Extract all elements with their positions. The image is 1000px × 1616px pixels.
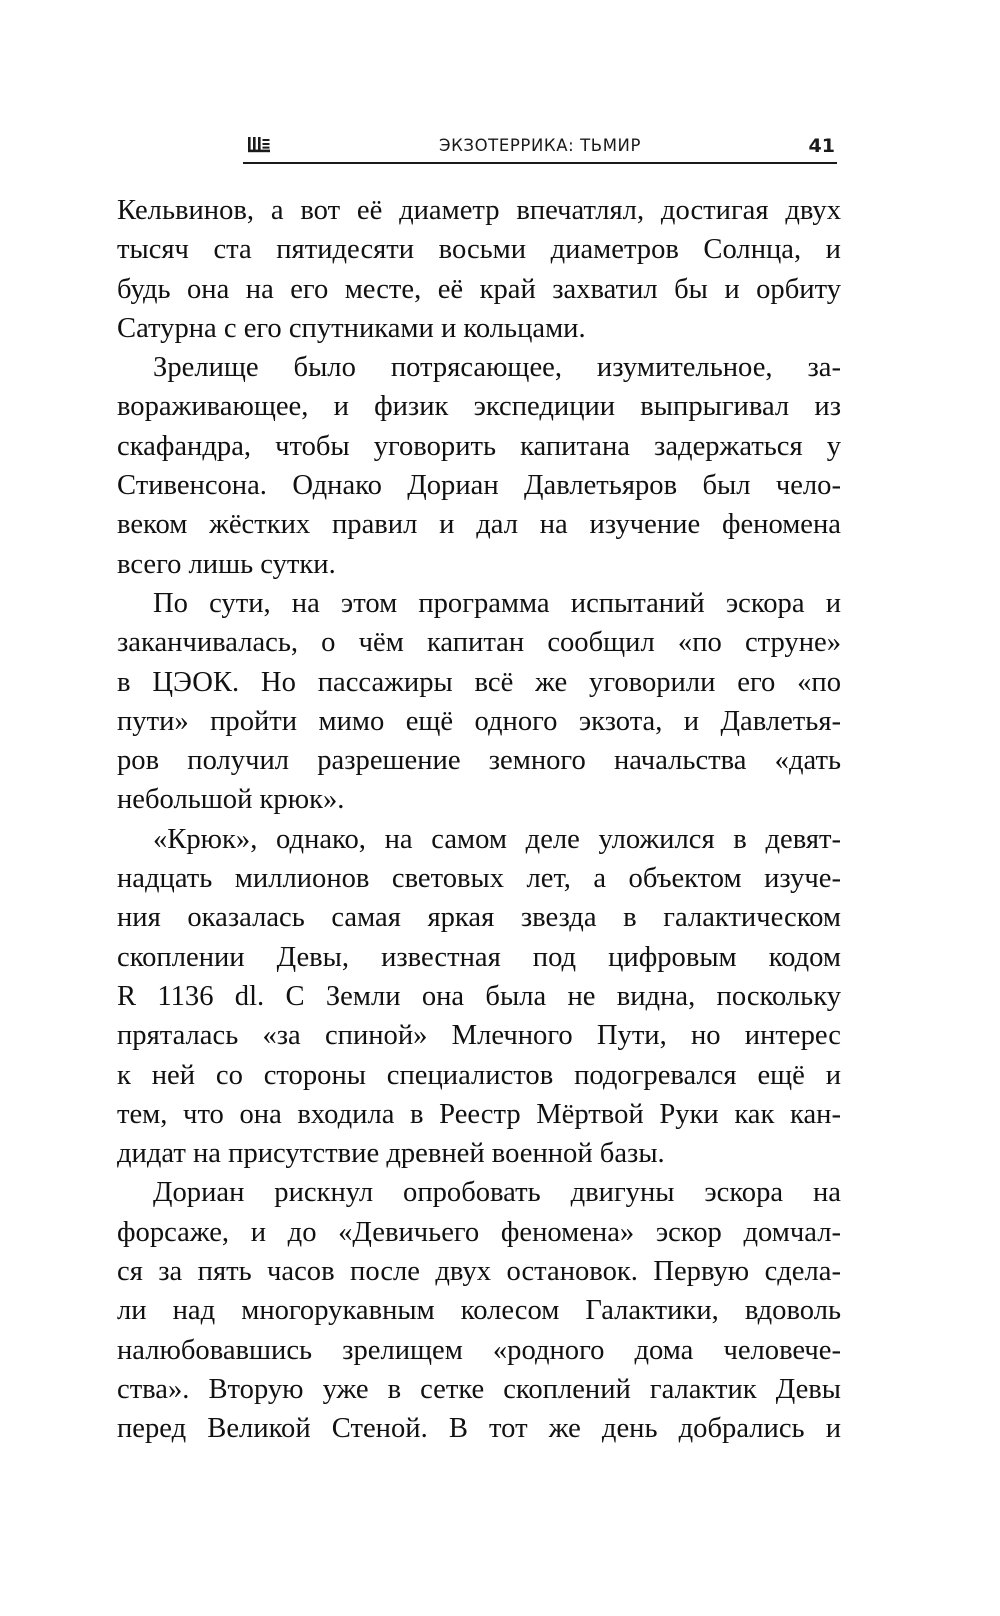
text-line: вораживающее, и физик экспедиции выпрыгивал из bbox=[117, 391, 841, 423]
text-line: перед Великой Стеной. В тот же день добрались и bbox=[117, 1413, 841, 1445]
text-line: По сути, на этом программа испытаний эскора и bbox=[153, 587, 841, 619]
body-text bbox=[117, 191, 841, 1449]
text-line: форсаже, и до «Девичьего феномена» эскор домчал- bbox=[117, 1216, 841, 1248]
text-line: надцать миллионов световых лет, а объектом изуче- bbox=[117, 863, 841, 895]
text-line: «Крюк», однако, на самом деле уложился в девят- bbox=[153, 823, 841, 855]
paragraph bbox=[117, 584, 841, 820]
paragraph bbox=[117, 820, 841, 1174]
text-line: в ЦЭОК. Но пассажиры всё же уговорили его «по bbox=[117, 666, 841, 698]
text-line: небольшой крюк». bbox=[117, 784, 345, 816]
text-line: Кельвинов, а вот её диаметр впечатлял, достигая двух bbox=[117, 195, 841, 226]
text-line: к ней со стороны специалистов подогревался ещё и bbox=[117, 1059, 841, 1091]
text-line: будь она на его месте, её край захватил бы и орбиту bbox=[117, 273, 841, 305]
paragraph bbox=[117, 348, 841, 584]
text-line: пряталась «за спиной» Млечного Пути, но интерес bbox=[117, 1020, 841, 1052]
running-header bbox=[243, 134, 837, 164]
text-line: ров получил разрешение земного начальства «дать bbox=[117, 745, 841, 777]
text-line: Дориан рискнул опробовать двигуны эскора на bbox=[153, 1177, 841, 1209]
paragraph bbox=[117, 1173, 841, 1448]
text-line: пути» пройти мимо ещё одного экзота, и Давлетья- bbox=[117, 705, 841, 737]
text-line: скоплении Девы, известная под цифровым кодом bbox=[117, 941, 841, 973]
text-line: тем, что она входила в Реестр Мёртвой Руки как кан- bbox=[117, 1098, 841, 1130]
text-line: ли над многорукавным колесом Галактики, вдоволь bbox=[117, 1295, 841, 1327]
text-line: налюбовавшись зрелищем «родного дома человече- bbox=[117, 1334, 841, 1366]
text-line: тысяч ста пятидесяти восьми диаметров Солнца, и bbox=[117, 234, 841, 266]
text-line: ства». Вторую уже в сетке скоплений галактик Девы bbox=[117, 1373, 841, 1405]
text-line: заканчивалась, о чём капитан сообщил «по струне» bbox=[117, 627, 841, 659]
paragraph bbox=[117, 191, 841, 348]
text-line: скафандра, чтобы уговорить капитана задержаться у bbox=[117, 430, 841, 462]
text-line: ся за пять часов после двух остановок. Первую сдела- bbox=[117, 1256, 841, 1288]
text-line: Сатурна с его спутниками и кольцами. bbox=[117, 312, 586, 344]
text-line: всего лишь сутки. bbox=[117, 548, 336, 580]
text-line: R 1136 dl. С Земли она была не видна, поскольку bbox=[117, 980, 841, 1012]
running-title: ЭКЗОТЕРРИКА: ТЬМИР bbox=[438, 136, 642, 155]
text-line: Зрелище было потрясающее, изумительное, за- bbox=[153, 352, 841, 384]
text-line: дидат на присутствие древней военной базы. bbox=[117, 1138, 665, 1170]
text-line: Стивенсона. Однако Дориан Давлетьяров был чело- bbox=[117, 470, 841, 502]
text-line: веком жёстких правил и дал на изучение феномена bbox=[117, 509, 841, 541]
page-number: 41 bbox=[808, 135, 835, 157]
text-line: ния оказалась самая яркая звезда в галактическом bbox=[117, 902, 841, 934]
